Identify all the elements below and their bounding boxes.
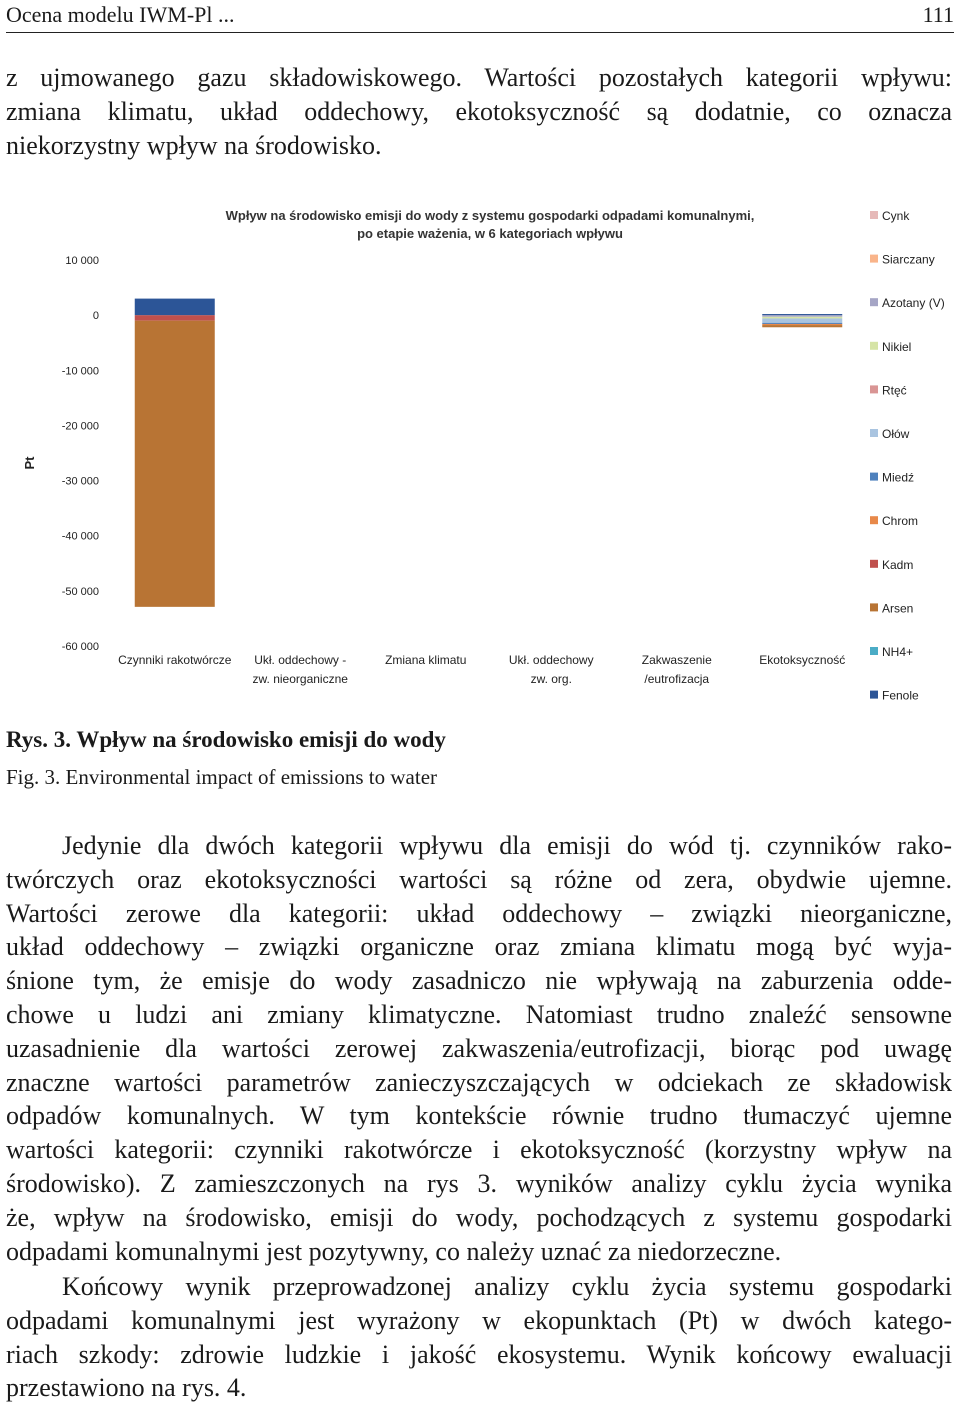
legend-label: Chrom — [882, 514, 919, 529]
text-line: Wartości zerowe dla kategorii: układ oddechowy – związki nieorganiczne, — [6, 898, 952, 928]
legend-swatch — [870, 516, 878, 524]
x-category-label: Zakwaszenie — [641, 653, 712, 667]
text-line: znaczne wartości parametrów zanieczyszczających w odciekach ze składowisk — [6, 1067, 952, 1097]
y-tick-label: -60 000 — [61, 641, 99, 653]
legend-swatch — [870, 647, 878, 655]
figure-chart — [0, 190, 960, 720]
figure-caption-en: Fig. 3. Environmental impact of emissions to water — [6, 765, 438, 789]
chart-svg — [0, 190, 960, 720]
legend-label: Ołów — [882, 427, 910, 441]
bar-segment — [762, 317, 842, 319]
text-line: uzasadnienie dla wartości zerowej zakwaszenia/eutrofizacji, biorąc pod uwagę — [6, 1033, 952, 1063]
bar-segment — [135, 321, 215, 607]
legend-label: Miedź — [882, 470, 915, 485]
legend-swatch — [870, 255, 878, 263]
text-line: wartości kategorii: czynniki rakotwórcze i ekotoksyczność (korzystny wpływ na — [6, 1135, 952, 1165]
legend-swatch — [870, 473, 878, 481]
legend-label: Fenole — [882, 688, 919, 703]
legend-label: Arsen — [882, 601, 914, 616]
text-line: przestawiono na rys. 4. — [6, 1373, 247, 1403]
text-line: odpadami komunalnymi jest wyrażony w ekopunktach (Pt) w dwóch katego- — [6, 1305, 952, 1335]
legend-swatch — [870, 298, 878, 306]
text-line: śnione tym, że emisje do wody zasadniczo nie wpływają na zaburzenia odde- — [6, 966, 952, 996]
x-category-label: Czynniki rakotwórcze — [118, 653, 232, 667]
x-category-label: Ukł. oddechowy - — [254, 653, 347, 667]
legend-label: NH4+ — [882, 645, 914, 659]
text-line: z ujmowanego gazu składowiskowego. Wartości pozostałych kategorii wpływu: — [6, 63, 952, 92]
text-line: niekorzystny wpływ na środowisko. — [6, 130, 382, 160]
text-line: że, wpływ na środowisko, emisji do wody, pochodzących z systemu gospodarki — [6, 1202, 952, 1232]
text-line: układ oddechowy – związki organiczne oraz zmiana klimatu mogą być wyja- — [6, 932, 952, 962]
legend-swatch — [870, 211, 878, 219]
bar-segment — [762, 324, 842, 325]
x-category-label: zw. nieorganiczne — [252, 672, 348, 686]
bar-segment — [135, 315, 215, 321]
text-line: środowisko). Z zamieszczonych na rys 3. wyników analizy cyklu życia wynika — [6, 1168, 952, 1198]
x-category-label: /eutrofizacja — [644, 672, 710, 686]
legend-swatch — [870, 429, 878, 437]
bar-segment — [762, 318, 842, 322]
bar-segment — [135, 299, 215, 316]
y-tick-label: -50 000 — [61, 585, 99, 598]
running-title: Ocena modelu IWM-Pl ... — [6, 2, 235, 27]
text-line: odpadów komunalnych. W tym kontekście równie trudno tłumaczyć ujemne — [6, 1101, 952, 1131]
bar-segment — [762, 315, 842, 317]
body-paragraph-2 — [6, 1270, 952, 1405]
page-number: 111 — [922, 2, 954, 27]
legend-swatch — [870, 603, 878, 611]
legend-swatch — [870, 560, 878, 568]
y-tick-label: 10 000 — [65, 255, 99, 267]
text-line: Końcowy wynik przeprowadzonej analizy cyklu życia systemu gospodarki — [62, 1272, 952, 1301]
running-header — [6, 0, 954, 33]
legend-swatch — [870, 385, 878, 393]
legend-label: Azotany (V) — [882, 296, 945, 311]
y-tick-label: -20 000 — [61, 420, 99, 433]
body-paragraph-1 — [6, 829, 952, 1268]
text-line: twórczych oraz ekotoksyczności wartości są różne od zera, obydwie ujemne. — [6, 864, 952, 894]
legend-label: Cynk — [882, 209, 910, 223]
legend-label: Nikiel — [882, 339, 912, 354]
y-tick-label: -10 000 — [61, 365, 99, 378]
y-tick-label: 0 — [92, 310, 99, 323]
chart-title-line: po etapie ważenia, w 6 kategoriach wpływu — [357, 226, 623, 241]
bar-segment — [762, 323, 842, 324]
bar-segment — [762, 314, 842, 315]
text-line: chowe u ludzi ani zmiany klimatyczne. Natomiast trudno znaleźć sensowne — [6, 999, 952, 1029]
legend-label: Kadm — [882, 557, 914, 572]
bar-segment — [762, 325, 842, 327]
text-line: zmiana klimatu, układ oddechowy, ekotoksyczność są dodatnie, co oznacza — [6, 96, 952, 126]
legend-label: Siarczany — [882, 252, 935, 267]
text-line: odpadami komunalnymi jest pozytywny, co należy uznać za niedorzeczne. — [6, 1236, 782, 1266]
y-axis-label: Pt — [22, 456, 37, 470]
y-tick-label: -40 000 — [61, 530, 99, 543]
text-line: riach szkody: zdrowie ludzkie i jakość ekosystemu. Wynik końcowy ewaluacji — [6, 1339, 952, 1369]
legend-swatch — [870, 691, 878, 699]
text-line: Jedynie dla dwóch kategorii wpływu dla emisji do wód tj. czynników rako- — [62, 831, 952, 860]
x-category-label: zw. org. — [530, 672, 572, 686]
legend-swatch — [870, 342, 878, 350]
chart-title-line: Wpływ na środowisko emisji do wody z systemu gospodarki odpadami komunalnymi, — [225, 208, 755, 223]
x-category-label: Zmiana klimatu — [385, 653, 467, 667]
x-category-label: Ukł. oddechowy — [508, 653, 594, 667]
figure-caption-pl: Rys. 3. Wpływ na środowisko emisji do wody — [6, 727, 446, 752]
y-tick-label: -30 000 — [61, 475, 99, 488]
intro-paragraph — [6, 61, 952, 162]
x-category-label: Ekotoksyczność — [759, 653, 846, 667]
legend-label: Rtęć — [882, 383, 907, 398]
